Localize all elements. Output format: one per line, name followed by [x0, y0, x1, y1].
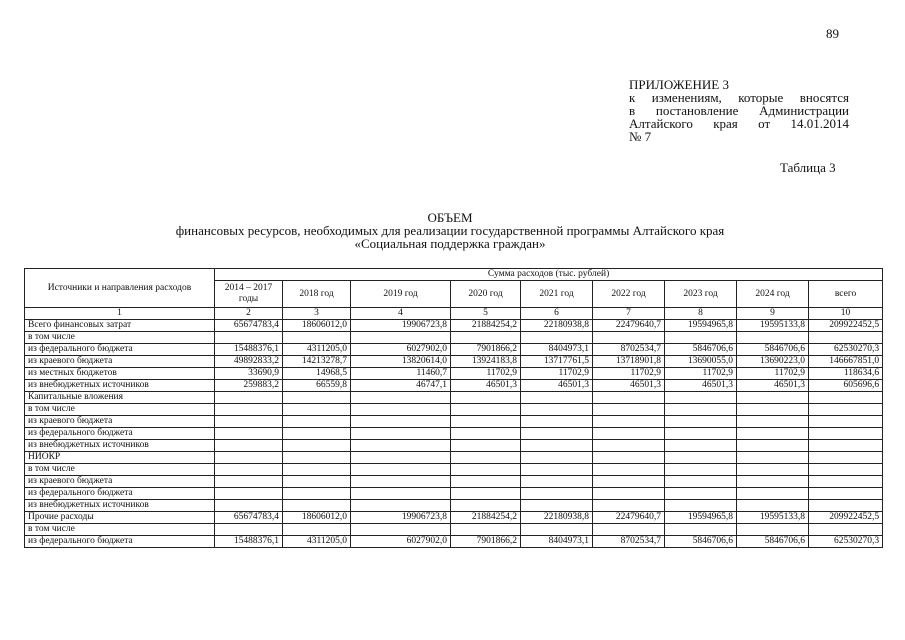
- table-cell: [351, 392, 451, 404]
- table-cell: [665, 416, 737, 428]
- sum-header: Сумма расходов (тыс. рублей): [215, 269, 883, 281]
- table-cell: 62530270,3: [809, 344, 883, 356]
- table-row: [25, 440, 883, 452]
- table-row: [25, 512, 883, 524]
- year-header: 2020 год: [451, 281, 521, 308]
- table-cell: 19906723,8: [351, 512, 451, 524]
- table-cell: [665, 524, 737, 536]
- table-cell: 46501,3: [593, 380, 665, 392]
- appendix-line: Алтайского края от 14.01.2014: [629, 116, 849, 131]
- row-label: Всего финансовых затрат: [25, 320, 215, 332]
- year-header: 2023 год: [665, 281, 737, 308]
- table-cell: 7901866,2: [451, 536, 521, 548]
- appendix-line: к изменениям, которые вносятся: [629, 90, 849, 105]
- table-cell: [809, 488, 883, 500]
- table-cell: [665, 488, 737, 500]
- table-cell: [215, 404, 283, 416]
- table-cell: [665, 440, 737, 452]
- table-cell: [215, 440, 283, 452]
- table-cell: [809, 464, 883, 476]
- table-cell: [215, 332, 283, 344]
- appendix-line: в постановление Администрации: [629, 103, 849, 118]
- table-cell: [351, 440, 451, 452]
- table-cell: 15488376,1: [215, 344, 283, 356]
- table-cell: [215, 464, 283, 476]
- table-cell: 11702,9: [451, 368, 521, 380]
- table-cell: [521, 524, 593, 536]
- table-cell: [665, 452, 737, 464]
- table-cell: [521, 476, 593, 488]
- table-cell: [283, 416, 351, 428]
- table-cell: 13717761,5: [521, 356, 593, 368]
- table-cell: [809, 524, 883, 536]
- table-cell: [593, 500, 665, 512]
- table-cell: [351, 488, 451, 500]
- table-cell: [451, 440, 521, 452]
- table-label: Таблица 3: [780, 160, 836, 175]
- table-cell: [737, 476, 809, 488]
- table-row: [25, 536, 883, 548]
- table-cell: 4311205,0: [283, 536, 351, 548]
- table-cell: [809, 416, 883, 428]
- table-cell: 13924183,8: [451, 356, 521, 368]
- year-header: 2024 год: [737, 281, 809, 308]
- source-column-header: Источники и направления расходов: [25, 269, 215, 308]
- table-cell: [809, 500, 883, 512]
- table-cell: [521, 440, 593, 452]
- table-cell: [215, 488, 283, 500]
- table-cell: [665, 404, 737, 416]
- table-cell: [521, 416, 593, 428]
- table-cell: [737, 464, 809, 476]
- table-cell: [737, 404, 809, 416]
- appendix-line: № 7: [629, 129, 652, 144]
- table-cell: [737, 500, 809, 512]
- column-number: 10: [809, 308, 883, 320]
- table-cell: 11702,9: [737, 368, 809, 380]
- row-label: из краевого бюджета: [25, 356, 215, 368]
- table-cell: [593, 524, 665, 536]
- table-cell: [737, 416, 809, 428]
- table-cell: [593, 416, 665, 428]
- table-cell: [283, 428, 351, 440]
- table-cell: [451, 404, 521, 416]
- table-cell: [283, 476, 351, 488]
- table-cell: [809, 428, 883, 440]
- table-cell: [351, 476, 451, 488]
- table-cell: [521, 404, 593, 416]
- table-row: [25, 428, 883, 440]
- column-number: 2: [215, 308, 283, 320]
- column-number: 1: [25, 308, 215, 320]
- row-label: Капитальные вложения: [25, 392, 215, 404]
- table-cell: 21884254,2: [451, 512, 521, 524]
- table-cell: 22180938,8: [521, 512, 593, 524]
- table-cell: 6027902,0: [351, 344, 451, 356]
- table-cell: [737, 488, 809, 500]
- table-cell: 11460,7: [351, 368, 451, 380]
- year-header: 2022 год: [593, 281, 665, 308]
- table-cell: 49892833,2: [215, 356, 283, 368]
- table-cell: 11702,9: [521, 368, 593, 380]
- table-cell: [451, 488, 521, 500]
- table-row: [25, 416, 883, 428]
- table-cell: [351, 332, 451, 344]
- table-cell: 46501,3: [521, 380, 593, 392]
- table-cell: 19595133,8: [737, 320, 809, 332]
- table-row: [25, 500, 883, 512]
- table-cell: [451, 332, 521, 344]
- table-cell: 19594965,8: [665, 320, 737, 332]
- table-cell: 6027902,0: [351, 536, 451, 548]
- table-cell: 66559,8: [283, 380, 351, 392]
- row-label: из внебюджетных источников: [25, 380, 215, 392]
- table-cell: [451, 428, 521, 440]
- table-cell: [593, 404, 665, 416]
- table-cell: [737, 452, 809, 464]
- row-label: из федерального бюджета: [25, 488, 215, 500]
- table-cell: [283, 452, 351, 464]
- table-cell: [593, 332, 665, 344]
- column-number: 3: [283, 308, 351, 320]
- table-cell: 5846706,6: [737, 536, 809, 548]
- year-header: 2018 год: [283, 281, 351, 308]
- table-cell: 13820614,0: [351, 356, 451, 368]
- table-cell: 8404973,1: [521, 344, 593, 356]
- table-row: [25, 344, 883, 356]
- table-cell: 15488376,1: [215, 536, 283, 548]
- table-cell: [593, 464, 665, 476]
- table-cell: [451, 476, 521, 488]
- table-cell: [283, 500, 351, 512]
- column-number: 8: [665, 308, 737, 320]
- table-cell: 19594965,8: [665, 512, 737, 524]
- table-cell: 8404973,1: [521, 536, 593, 548]
- table-cell: [665, 392, 737, 404]
- table-row: [25, 320, 883, 332]
- table-cell: [215, 476, 283, 488]
- table-row: [25, 368, 883, 380]
- table-cell: [215, 500, 283, 512]
- table-cell: [215, 452, 283, 464]
- column-number: 6: [521, 308, 593, 320]
- table-cell: [351, 416, 451, 428]
- table-cell: 146667851,0: [809, 356, 883, 368]
- table-cell: [451, 416, 521, 428]
- page-number: 89: [826, 26, 839, 41]
- table-cell: 18606012,0: [283, 320, 351, 332]
- table-cell: 605696,6: [809, 380, 883, 392]
- table-cell: 14968,5: [283, 368, 351, 380]
- table-cell: [809, 440, 883, 452]
- column-number: 4: [351, 308, 451, 320]
- table-cell: [521, 428, 593, 440]
- row-label: из местных бюджетов: [25, 368, 215, 380]
- row-label: из федерального бюджета: [25, 428, 215, 440]
- table-cell: 8702534,7: [593, 344, 665, 356]
- table-cell: [283, 440, 351, 452]
- row-label: из внебюджетных источников: [25, 500, 215, 512]
- table-cell: 209922452,5: [809, 512, 883, 524]
- table-cell: 11702,9: [593, 368, 665, 380]
- program-name: «Социальная поддержка граждан»: [354, 236, 546, 251]
- column-number: 9: [737, 308, 809, 320]
- table-cell: 21884254,2: [451, 320, 521, 332]
- year-header: 2014 – 2017 годы: [215, 281, 283, 308]
- table-cell: [283, 488, 351, 500]
- table-cell: 8702534,7: [593, 536, 665, 548]
- table-cell: 22479640,7: [593, 512, 665, 524]
- table-cell: [521, 392, 593, 404]
- row-label: в том числе: [25, 404, 215, 416]
- table-cell: [215, 416, 283, 428]
- table-cell: [521, 452, 593, 464]
- table-row: [25, 332, 883, 344]
- year-header: 2019 год: [351, 281, 451, 308]
- table-cell: 19906723,8: [351, 320, 451, 332]
- table-row: [25, 464, 883, 476]
- table-cell: 209922452,5: [809, 320, 883, 332]
- table-cell: 13718901,8: [593, 356, 665, 368]
- table-cell: [593, 452, 665, 464]
- document-title: ОБЪЕМ: [427, 210, 473, 225]
- table-cell: [737, 440, 809, 452]
- table-cell: [665, 476, 737, 488]
- table-cell: [451, 500, 521, 512]
- table-cell: [283, 404, 351, 416]
- table-cell: [665, 332, 737, 344]
- table-cell: 22479640,7: [593, 320, 665, 332]
- table-cell: 259883,2: [215, 380, 283, 392]
- row-label: в том числе: [25, 464, 215, 476]
- table-cell: [737, 428, 809, 440]
- table-cell: 5846706,6: [737, 344, 809, 356]
- table-cell: [215, 428, 283, 440]
- table-cell: [809, 476, 883, 488]
- year-header: 2021 год: [521, 281, 593, 308]
- table-cell: [351, 464, 451, 476]
- finance-table: [24, 268, 883, 548]
- row-label: Прочие расходы: [25, 512, 215, 524]
- table-cell: [283, 392, 351, 404]
- table-cell: 33690,9: [215, 368, 283, 380]
- year-header: всего: [809, 281, 883, 308]
- table-cell: [521, 500, 593, 512]
- table-cell: 13690055,0: [665, 356, 737, 368]
- table-cell: 62530270,3: [809, 536, 883, 548]
- row-label: из внебюджетных источников: [25, 440, 215, 452]
- row-label: из федерального бюджета: [25, 536, 215, 548]
- table-cell: [737, 524, 809, 536]
- column-number: 5: [451, 308, 521, 320]
- column-number-row: [25, 308, 883, 320]
- row-label: НИОКР: [25, 452, 215, 464]
- table-cell: [593, 440, 665, 452]
- table-cell: 14213278,7: [283, 356, 351, 368]
- table-cell: [351, 500, 451, 512]
- table-cell: [737, 332, 809, 344]
- table-cell: 46501,3: [737, 380, 809, 392]
- table-cell: 7901866,2: [451, 344, 521, 356]
- table-cell: [665, 464, 737, 476]
- table-cell: 5846706,6: [665, 536, 737, 548]
- table-cell: 13690223,0: [737, 356, 809, 368]
- column-number: 7: [593, 308, 665, 320]
- table-cell: [521, 332, 593, 344]
- row-label: в том числе: [25, 524, 215, 536]
- table-cell: [809, 404, 883, 416]
- document-subtitle: финансовых ресурсов, необходимых для реализации государственной программы Алтайского края: [175, 223, 725, 238]
- table-row: [25, 392, 883, 404]
- table-cell: [665, 428, 737, 440]
- table-cell: [283, 464, 351, 476]
- table-cell: [451, 392, 521, 404]
- table-cell: 118634,6: [809, 368, 883, 380]
- table-cell: 4311205,0: [283, 344, 351, 356]
- table-cell: 46747,1: [351, 380, 451, 392]
- table-cell: [593, 488, 665, 500]
- table-row: [25, 452, 883, 464]
- table-cell: [593, 428, 665, 440]
- table-row: [25, 476, 883, 488]
- table-cell: 19595133,8: [737, 512, 809, 524]
- table-cell: [451, 452, 521, 464]
- table-row: [25, 356, 883, 368]
- table-cell: [809, 452, 883, 464]
- table-cell: [351, 524, 451, 536]
- table-cell: [521, 488, 593, 500]
- table-cell: 65674783,4: [215, 320, 283, 332]
- table-cell: [809, 332, 883, 344]
- table-row: [25, 380, 883, 392]
- table-cell: [351, 428, 451, 440]
- appendix-title: ПРИЛОЖЕНИЕ 3: [629, 77, 729, 92]
- table-cell: [593, 392, 665, 404]
- table-cell: [809, 392, 883, 404]
- table-row: [25, 524, 883, 536]
- table-cell: [283, 332, 351, 344]
- table-cell: [351, 404, 451, 416]
- table-row: [25, 488, 883, 500]
- table-cell: [451, 524, 521, 536]
- table-cell: [521, 464, 593, 476]
- table-cell: [593, 476, 665, 488]
- table-cell: 22180938,8: [521, 320, 593, 332]
- table-cell: 5846706,6: [665, 344, 737, 356]
- table-row: [25, 404, 883, 416]
- table-cell: [737, 392, 809, 404]
- table-cell: 46501,3: [665, 380, 737, 392]
- row-label: из федерального бюджета: [25, 344, 215, 356]
- table-cell: [215, 524, 283, 536]
- appendix-block: [629, 78, 849, 143]
- table-cell: [283, 524, 351, 536]
- row-label: в том числе: [25, 332, 215, 344]
- table-cell: 65674783,4: [215, 512, 283, 524]
- table-cell: [215, 392, 283, 404]
- table-cell: 11702,9: [665, 368, 737, 380]
- table-cell: [665, 500, 737, 512]
- table-cell: [451, 464, 521, 476]
- table-cell: 46501,3: [451, 380, 521, 392]
- table-cell: [351, 452, 451, 464]
- table-cell: 18606012,0: [283, 512, 351, 524]
- row-label: из краевого бюджета: [25, 416, 215, 428]
- row-label: из краевого бюджета: [25, 476, 215, 488]
